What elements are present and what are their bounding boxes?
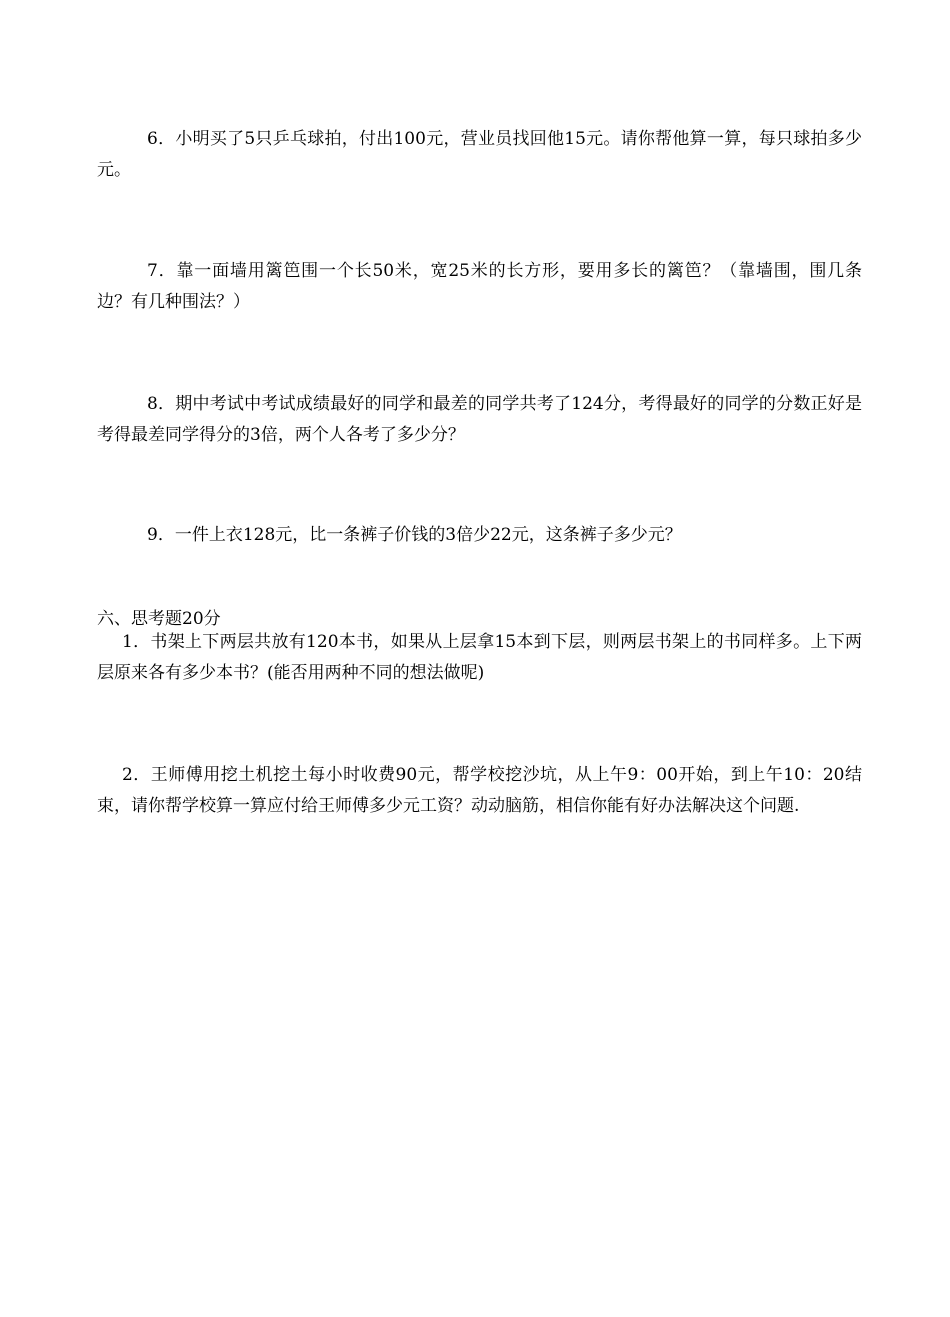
question-7: 7．靠一面墙用篱笆围一个长50米，宽25米的长方形，要用多长的篱笆？（靠墙围，围几条边？有几种围法？）	[97, 261, 862, 312]
section-6-heading: 六、思考题20分	[97, 609, 221, 629]
question-8: 8．期中考试中考试成绩最好的同学和最差的同学共考了124分，考得最好的同学的分数正好是考得最差同学得分的3倍，两个人各考了多少分？	[97, 394, 862, 445]
thinking-question-2: 2．王师傅用挖土机挖土每小时收费90元，帮学校挖沙坑，从上午9：00开始，到上午10：20结束，请你帮学校算一算应付给王师傅多少元工资？动动脑筋，相信你能有好办法解决这个问题.	[97, 765, 862, 816]
thinking-question-1: 1．书架上下两层共放有120本书，如果从上层拿15本到下层，则两层书架上的书同样多。上下两层原来各有多少本书？(能否用两种不同的想法做呢)	[97, 632, 862, 683]
question-6: 6．小明买了5只乒乓球拍，付出100元，营业员找回他15元。请你帮他算一算，每只球拍多少元。	[97, 129, 862, 180]
question-9: 9．一件上衣128元，比一条裤子价钱的3倍少22元，这条裤子多少元？	[147, 525, 682, 545]
